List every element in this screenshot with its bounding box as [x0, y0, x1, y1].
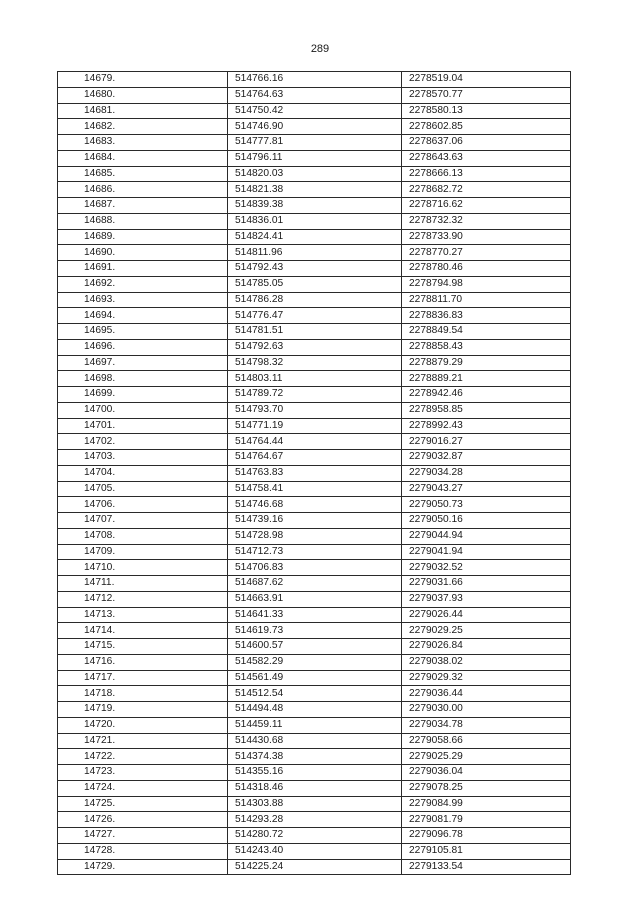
table-row	[58, 828, 571, 844]
table-row	[58, 119, 571, 135]
y-coordinate-cell: 2279050.73	[402, 497, 571, 513]
point-number-cell: 14682.	[58, 119, 228, 135]
point-number-cell: 14714.	[58, 623, 228, 639]
x-coordinate-cell: 514243.40	[228, 843, 402, 859]
point-number-cell: 14705.	[58, 481, 228, 497]
x-coordinate-cell: 514746.68	[228, 497, 402, 513]
y-coordinate-cell: 2278811.70	[402, 292, 571, 308]
point-number-cell: 14690.	[58, 245, 228, 261]
y-coordinate-cell: 2279133.54	[402, 859, 571, 875]
y-coordinate-cell: 2279081.79	[402, 812, 571, 828]
table-row	[58, 654, 571, 670]
coordinates-table-body	[58, 72, 571, 875]
y-coordinate-cell: 2279038.02	[402, 654, 571, 670]
table-row	[58, 623, 571, 639]
y-coordinate-cell: 2278942.46	[402, 387, 571, 403]
y-coordinate-cell: 2279016.27	[402, 434, 571, 450]
point-number-cell: 14715.	[58, 639, 228, 655]
table-row	[58, 780, 571, 796]
y-coordinate-cell: 2279078.25	[402, 780, 571, 796]
point-number-cell: 14721.	[58, 733, 228, 749]
x-coordinate-cell: 514706.83	[228, 560, 402, 576]
point-number-cell: 14692.	[58, 276, 228, 292]
y-coordinate-cell: 2278570.77	[402, 87, 571, 103]
x-coordinate-cell: 514280.72	[228, 828, 402, 844]
table-row	[58, 229, 571, 245]
x-coordinate-cell: 514764.67	[228, 450, 402, 466]
y-coordinate-cell: 2278580.13	[402, 103, 571, 119]
x-coordinate-cell: 514811.96	[228, 245, 402, 261]
table-row	[58, 166, 571, 182]
point-number-cell: 14684.	[58, 150, 228, 166]
x-coordinate-cell: 514796.11	[228, 150, 402, 166]
y-coordinate-cell: 2278716.62	[402, 198, 571, 214]
y-coordinate-cell: 2279034.28	[402, 465, 571, 481]
x-coordinate-cell: 514374.38	[228, 749, 402, 765]
point-number-cell: 14688.	[58, 213, 228, 229]
point-number-cell: 14698.	[58, 371, 228, 387]
table-row	[58, 513, 571, 529]
y-coordinate-cell: 2279029.32	[402, 670, 571, 686]
table-row	[58, 591, 571, 607]
y-coordinate-cell: 2279030.00	[402, 702, 571, 718]
y-coordinate-cell: 2278849.54	[402, 324, 571, 340]
point-number-cell: 14703.	[58, 450, 228, 466]
x-coordinate-cell: 514803.11	[228, 371, 402, 387]
table-row	[58, 402, 571, 418]
x-coordinate-cell: 514293.28	[228, 812, 402, 828]
table-row	[58, 276, 571, 292]
y-coordinate-cell: 2279026.44	[402, 607, 571, 623]
y-coordinate-cell: 2279036.44	[402, 686, 571, 702]
table-row	[58, 355, 571, 371]
x-coordinate-cell: 514750.42	[228, 103, 402, 119]
x-coordinate-cell: 514786.28	[228, 292, 402, 308]
point-number-cell: 14723.	[58, 765, 228, 781]
x-coordinate-cell: 514687.62	[228, 576, 402, 592]
y-coordinate-cell: 2279058.66	[402, 733, 571, 749]
table-row	[58, 103, 571, 119]
x-coordinate-cell: 514600.57	[228, 639, 402, 655]
table-row	[58, 843, 571, 859]
y-coordinate-cell: 2279041.94	[402, 544, 571, 560]
table-row	[58, 765, 571, 781]
point-number-cell: 14685.	[58, 166, 228, 182]
y-coordinate-cell: 2278958.85	[402, 402, 571, 418]
x-coordinate-cell: 514459.11	[228, 717, 402, 733]
x-coordinate-cell: 514789.72	[228, 387, 402, 403]
x-coordinate-cell: 514739.16	[228, 513, 402, 529]
point-number-cell: 14727.	[58, 828, 228, 844]
x-coordinate-cell: 514663.91	[228, 591, 402, 607]
y-coordinate-cell: 2279029.25	[402, 623, 571, 639]
y-coordinate-cell: 2279084.99	[402, 796, 571, 812]
point-number-cell: 14680.	[58, 87, 228, 103]
table-row	[58, 434, 571, 450]
point-number-cell: 14696.	[58, 339, 228, 355]
table-row	[58, 339, 571, 355]
x-coordinate-cell: 514766.16	[228, 72, 402, 88]
point-number-cell: 14695.	[58, 324, 228, 340]
table-row	[58, 150, 571, 166]
x-coordinate-cell: 514430.68	[228, 733, 402, 749]
table-row	[58, 87, 571, 103]
x-coordinate-cell: 514355.16	[228, 765, 402, 781]
y-coordinate-cell: 2278643.63	[402, 150, 571, 166]
x-coordinate-cell: 514303.88	[228, 796, 402, 812]
point-number-cell: 14712.	[58, 591, 228, 607]
point-number-cell: 14683.	[58, 135, 228, 151]
table-row	[58, 292, 571, 308]
table-row	[58, 576, 571, 592]
y-coordinate-cell: 2279031.66	[402, 576, 571, 592]
table-row	[58, 135, 571, 151]
x-coordinate-cell: 514225.24	[228, 859, 402, 875]
x-coordinate-cell: 514712.73	[228, 544, 402, 560]
point-number-cell: 14689.	[58, 229, 228, 245]
point-number-cell: 14693.	[58, 292, 228, 308]
point-number-cell: 14725.	[58, 796, 228, 812]
table-row	[58, 733, 571, 749]
y-coordinate-cell: 2279025.29	[402, 749, 571, 765]
x-coordinate-cell: 514763.83	[228, 465, 402, 481]
point-number-cell: 14708.	[58, 528, 228, 544]
table-row	[58, 812, 571, 828]
table-row	[58, 371, 571, 387]
point-number-cell: 14687.	[58, 198, 228, 214]
point-number-cell: 14722.	[58, 749, 228, 765]
x-coordinate-cell: 514746.90	[228, 119, 402, 135]
point-number-cell: 14681.	[58, 103, 228, 119]
point-number-cell: 14706.	[58, 497, 228, 513]
point-number-cell: 14720.	[58, 717, 228, 733]
x-coordinate-cell: 514764.44	[228, 434, 402, 450]
page-number: 289	[310, 43, 330, 55]
x-coordinate-cell: 514781.51	[228, 324, 402, 340]
table-row	[58, 544, 571, 560]
point-number-cell: 14697.	[58, 355, 228, 371]
x-coordinate-cell: 514641.33	[228, 607, 402, 623]
x-coordinate-cell: 514776.47	[228, 308, 402, 324]
table-row	[58, 465, 571, 481]
x-coordinate-cell: 514318.46	[228, 780, 402, 796]
table-row	[58, 418, 571, 434]
y-coordinate-cell: 2278602.85	[402, 119, 571, 135]
point-number-cell: 14729.	[58, 859, 228, 875]
y-coordinate-cell: 2279105.81	[402, 843, 571, 859]
point-number-cell: 14694.	[58, 308, 228, 324]
point-number-cell: 14691.	[58, 261, 228, 277]
point-number-cell: 14728.	[58, 843, 228, 859]
y-coordinate-cell: 2278794.98	[402, 276, 571, 292]
y-coordinate-cell: 2278992.43	[402, 418, 571, 434]
x-coordinate-cell: 514839.38	[228, 198, 402, 214]
coordinates-table	[57, 71, 571, 875]
y-coordinate-cell: 2279043.27	[402, 481, 571, 497]
table-row	[58, 497, 571, 513]
y-coordinate-cell: 2279034.78	[402, 717, 571, 733]
x-coordinate-cell: 514619.73	[228, 623, 402, 639]
y-coordinate-cell: 2278889.21	[402, 371, 571, 387]
y-coordinate-cell: 2279050.16	[402, 513, 571, 529]
x-coordinate-cell: 514798.32	[228, 355, 402, 371]
table-row	[58, 72, 571, 88]
y-coordinate-cell: 2279044.94	[402, 528, 571, 544]
y-coordinate-cell: 2278858.43	[402, 339, 571, 355]
point-number-cell: 14719.	[58, 702, 228, 718]
y-coordinate-cell: 2279026.84	[402, 639, 571, 655]
table-row	[58, 198, 571, 214]
x-coordinate-cell: 514820.03	[228, 166, 402, 182]
y-coordinate-cell: 2278732.32	[402, 213, 571, 229]
point-number-cell: 14710.	[58, 560, 228, 576]
table-row	[58, 686, 571, 702]
x-coordinate-cell: 514792.43	[228, 261, 402, 277]
y-coordinate-cell: 2278519.04	[402, 72, 571, 88]
y-coordinate-cell: 2279036.04	[402, 765, 571, 781]
x-coordinate-cell: 514836.01	[228, 213, 402, 229]
x-coordinate-cell: 514512.54	[228, 686, 402, 702]
x-coordinate-cell: 514561.49	[228, 670, 402, 686]
y-coordinate-cell: 2278733.90	[402, 229, 571, 245]
y-coordinate-cell: 2278836.83	[402, 308, 571, 324]
point-number-cell: 14704.	[58, 465, 228, 481]
x-coordinate-cell: 514777.81	[228, 135, 402, 151]
point-number-cell: 14686.	[58, 182, 228, 198]
y-coordinate-cell: 2279096.78	[402, 828, 571, 844]
table-row	[58, 702, 571, 718]
table-row	[58, 560, 571, 576]
table-row	[58, 528, 571, 544]
x-coordinate-cell: 514728.98	[228, 528, 402, 544]
point-number-cell: 14717.	[58, 670, 228, 686]
point-number-cell: 14701.	[58, 418, 228, 434]
y-coordinate-cell: 2278770.27	[402, 245, 571, 261]
table-row	[58, 639, 571, 655]
x-coordinate-cell: 514785.05	[228, 276, 402, 292]
table-row	[58, 859, 571, 875]
table-row	[58, 717, 571, 733]
x-coordinate-cell: 514821.38	[228, 182, 402, 198]
x-coordinate-cell: 514764.63	[228, 87, 402, 103]
table-row	[58, 387, 571, 403]
point-number-cell: 14702.	[58, 434, 228, 450]
point-number-cell: 14718.	[58, 686, 228, 702]
y-coordinate-cell: 2278666.13	[402, 166, 571, 182]
table-row	[58, 213, 571, 229]
y-coordinate-cell: 2278637.06	[402, 135, 571, 151]
x-coordinate-cell: 514771.19	[228, 418, 402, 434]
point-number-cell: 14713.	[58, 607, 228, 623]
y-coordinate-cell: 2278879.29	[402, 355, 571, 371]
point-number-cell: 14724.	[58, 780, 228, 796]
y-coordinate-cell: 2278682.72	[402, 182, 571, 198]
table-row	[58, 670, 571, 686]
x-coordinate-cell: 514792.63	[228, 339, 402, 355]
table-row	[58, 749, 571, 765]
table-row	[58, 245, 571, 261]
point-number-cell: 14716.	[58, 654, 228, 670]
table-row	[58, 481, 571, 497]
y-coordinate-cell: 2279032.52	[402, 560, 571, 576]
table-row	[58, 261, 571, 277]
point-number-cell: 14699.	[58, 387, 228, 403]
point-number-cell: 14709.	[58, 544, 228, 560]
x-coordinate-cell: 514582.29	[228, 654, 402, 670]
x-coordinate-cell: 514824.41	[228, 229, 402, 245]
point-number-cell: 14700.	[58, 402, 228, 418]
y-coordinate-cell: 2278780.46	[402, 261, 571, 277]
table-row	[58, 324, 571, 340]
y-coordinate-cell: 2279032.87	[402, 450, 571, 466]
x-coordinate-cell: 514494.48	[228, 702, 402, 718]
point-number-cell: 14707.	[58, 513, 228, 529]
point-number-cell: 14726.	[58, 812, 228, 828]
point-number-cell: 14711.	[58, 576, 228, 592]
table-row	[58, 796, 571, 812]
table-row	[58, 308, 571, 324]
x-coordinate-cell: 514793.70	[228, 402, 402, 418]
table-row	[58, 450, 571, 466]
y-coordinate-cell: 2279037.93	[402, 591, 571, 607]
table-row	[58, 607, 571, 623]
table-row	[58, 182, 571, 198]
x-coordinate-cell: 514758.41	[228, 481, 402, 497]
point-number-cell: 14679.	[58, 72, 228, 88]
